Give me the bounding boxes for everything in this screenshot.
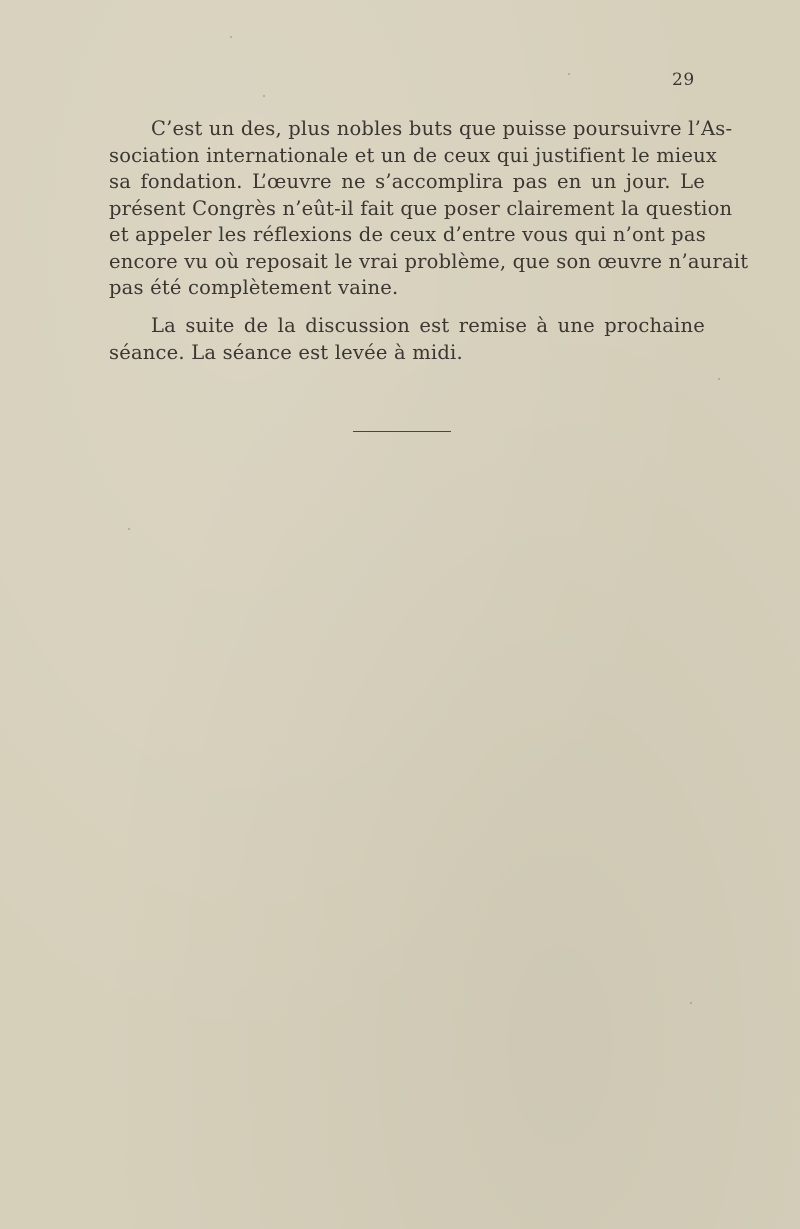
text-line: C’est un des, plus nobles buts que puisse poursuivre l’As- <box>151 117 733 140</box>
paragraph-adjournment <box>109 313 705 366</box>
section-divider <box>353 431 451 432</box>
paper-speck <box>718 378 720 380</box>
text-line: et appeler les réflexions de ceux d’entre vous qui n’ont pas <box>109 223 706 246</box>
text-line: pas été complètement vaine. <box>109 276 399 299</box>
text-line: La suite de la discussion est remise à une prochaine <box>151 314 705 337</box>
paper-speck <box>568 73 570 75</box>
text-line: sociation internationale et un de ceux qui justifient le mieux <box>109 143 718 167</box>
paragraph-conclusion <box>109 116 749 302</box>
text-line: encore vu où reposait le vrai problème, que son œuvre n’aurait <box>109 249 749 273</box>
paper-speck <box>263 95 265 97</box>
text-line: présent Congrès n’eût-il fait que poser clairement la question <box>109 196 733 220</box>
text-line: séance. La séance est levée à midi. <box>109 340 463 364</box>
paper-speck <box>230 36 232 38</box>
text-line: sa fondation. L’œuvre ne s’accomplira pas en un jour. Le <box>109 170 705 193</box>
paper-speck <box>690 1002 692 1004</box>
paper-speck <box>128 528 130 530</box>
page-number: 29 <box>672 70 695 90</box>
